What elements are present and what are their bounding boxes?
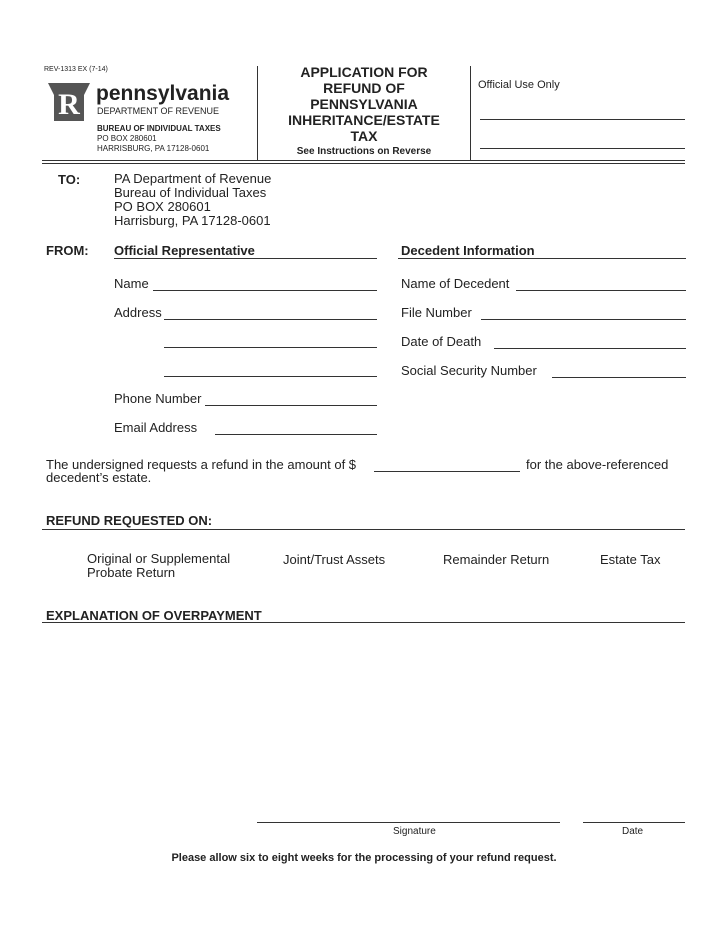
decedent-name-label: Name of Decedent	[401, 276, 510, 291]
signature-label: Signature	[393, 826, 436, 837]
option-original-supplemental[interactable]: Original or Supplemental Probate Return	[87, 551, 231, 580]
rep-name-label: Name	[114, 276, 149, 291]
explanation-heading: EXPLANATION OF OVERPAYMENT	[46, 608, 262, 623]
request-text-before: The undersigned requests a refund in the amount of $	[46, 457, 357, 472]
agency-state: pennsylvania	[96, 82, 230, 105]
rep-address-label: Address	[114, 305, 162, 320]
explanation-textarea[interactable]	[46, 628, 686, 816]
official-use-line-2	[480, 148, 685, 149]
representative-heading-rule	[114, 258, 377, 259]
rep-name-field[interactable]	[153, 276, 377, 291]
rep-address-field-3[interactable]	[164, 362, 377, 377]
agency-city: HARRISBURG, PA 17128-0601	[97, 144, 210, 153]
instructions-note: See Instructions on Reverse	[296, 146, 432, 157]
official-use-label: Official Use Only	[478, 79, 560, 91]
agency-po-box: PO BOX 280601	[97, 134, 157, 143]
decedent-heading: Decedent Information	[401, 243, 535, 258]
refund-amount-field[interactable]	[374, 457, 520, 472]
request-text-line2: decedent’s estate.	[46, 470, 152, 485]
option-remainder-return[interactable]: Remainder Return	[443, 552, 550, 567]
ssn-label: Social Security Number	[401, 363, 537, 378]
header-rule-top	[42, 160, 685, 161]
form-code: REV-1313 EX (7-14)	[44, 66, 108, 73]
request-text-after: for the above-referenced	[526, 457, 669, 472]
keystone-logo-icon	[46, 81, 92, 123]
to-label: TO:	[58, 172, 81, 187]
rep-address-field-1[interactable]	[164, 305, 377, 320]
rep-email-field[interactable]	[215, 420, 377, 435]
ssn-field[interactable]	[552, 363, 686, 378]
rep-address-field-2[interactable]	[164, 333, 377, 348]
svg-text:R: R	[58, 88, 80, 121]
rep-email-label: Email Address	[114, 420, 198, 435]
file-number-field[interactable]	[481, 305, 686, 320]
explanation-rule	[42, 622, 685, 623]
agency-department: DEPARTMENT OF REVENUE	[97, 106, 220, 116]
to-address: PA Department of Revenue Bureau of Individual Taxes PO BOX 280601 Harrisburg, PA 17128-0601	[114, 171, 272, 228]
refund-on-rule	[42, 529, 685, 530]
date-of-death-label: Date of Death	[401, 334, 482, 349]
file-number-label: File Number	[401, 305, 472, 320]
refund-on-heading: REFUND REQUESTED ON:	[46, 513, 213, 528]
footer-note: Please allow six to eight weeks for the processing of your refund request.	[171, 852, 557, 864]
representative-heading: Official Representative	[114, 243, 255, 258]
from-label: FROM:	[46, 243, 89, 258]
form-title: APPLICATION FOR REFUND OF PENNSYLVANIA INHERITANCE/ESTATE TAX	[288, 64, 440, 144]
header-rule-bottom	[42, 163, 685, 164]
signature-line[interactable]	[257, 822, 560, 823]
date-label: Date	[622, 826, 644, 837]
date-line[interactable]	[583, 822, 685, 823]
option-joint-trust[interactable]: Joint/Trust Assets	[283, 552, 386, 567]
option-estate-tax[interactable]: Estate Tax	[600, 552, 661, 567]
official-use-line-1	[480, 119, 685, 120]
agency-bureau: BUREAU OF INDIVIDUAL TAXES	[97, 124, 221, 133]
decedent-heading-rule	[398, 258, 686, 259]
date-of-death-field[interactable]	[494, 334, 686, 349]
decedent-name-field[interactable]	[516, 276, 686, 291]
rep-phone-field[interactable]	[205, 391, 377, 406]
header-divider-left	[257, 66, 258, 160]
rep-phone-label: Phone Number	[114, 391, 202, 406]
header-divider-right	[470, 66, 471, 160]
